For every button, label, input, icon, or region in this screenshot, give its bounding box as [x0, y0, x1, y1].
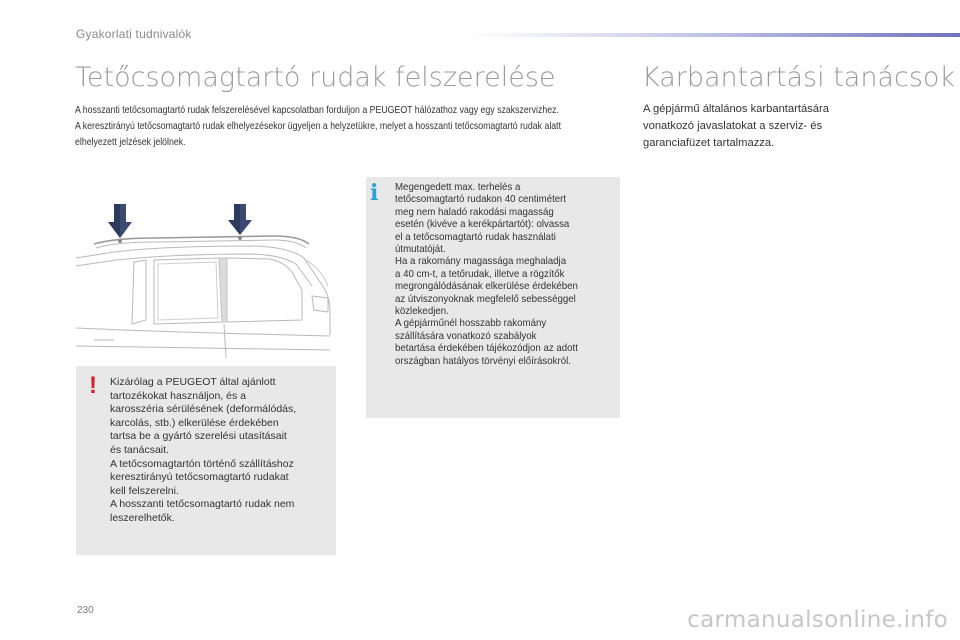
info-line: közlekedjen.: [395, 306, 449, 318]
warning-line: karosszéria sérülésének (deformálódás,: [110, 403, 297, 416]
warning-line: A hosszanti tetőcsomagtartó rudak nem: [110, 498, 295, 511]
warning-line: leszerelhetők.: [110, 511, 175, 524]
watermark: carmanualsonline.info: [687, 607, 948, 633]
warning-line: tartsa be a gyártó szerelési utasításait: [110, 430, 287, 443]
header-gradient-bar: [470, 33, 960, 37]
car-roof-illustration: [74, 200, 336, 360]
info-line: útmutatóját.: [395, 244, 446, 256]
info-line: megrongálódásának elkerülése érdekében: [395, 281, 578, 293]
maintenance-title: Karbantartási tanácsok: [642, 62, 956, 93]
intro-line: A keresztirányú tetőcsomagtartó rudak elhelyezésekor ügyeljen a helyzetükre, melyet a hosszanti tetőcsomagtartó rudak alatt: [75, 121, 562, 132]
warning-line: karcolás, stb.) elkerülése érdekében: [110, 416, 279, 429]
page-number: 230: [77, 605, 94, 616]
exclamation-icon: !: [89, 372, 97, 399]
info-line: meg nem haladó rakodási magasság: [395, 206, 554, 218]
warning-line: keresztirányú tetőcsomagtartó rudakat: [110, 471, 289, 484]
warning-line: A tetőcsomagtartón történő szállításhoz: [110, 457, 294, 470]
page-title: Tetőcsomagtartó rudak felszerelése: [75, 62, 556, 93]
info-line: betartása érdekében tájékozódjon az adott: [395, 343, 578, 355]
maintenance-line: A gépjármű általános karbantartására: [643, 103, 829, 115]
warning-line: tartozékokat használjon, és a: [110, 389, 246, 402]
intro-line: elhelyezett jelzések jelölnek.: [75, 137, 186, 148]
info-line: tetőcsomagtartó rudakon 40 centimétert: [395, 194, 567, 206]
info-line: országban hatályos törvényi előírásokról.: [395, 355, 571, 367]
warning-box: [76, 366, 336, 555]
info-line: el a tetőcsomagtartó rudak használati: [395, 231, 556, 243]
maintenance-line: vonatkozó javaslatokat a szerviz- és: [643, 120, 823, 132]
warning-line: és tanácsait.: [110, 443, 169, 456]
info-icon: i: [370, 180, 379, 206]
info-text: [395, 182, 619, 368]
info-line: szállítására vonatkozó szabályok: [395, 330, 537, 342]
warning-text: [110, 376, 334, 526]
info-box: [366, 177, 620, 418]
info-line: A gépjárműnél hosszabb rakomány: [395, 318, 547, 330]
info-line: Ha a rakomány magassága meghaladja: [395, 256, 567, 268]
intro-line: A hosszanti tetőcsomagtartó rudak felszerelésével kapcsolatban forduljon a PEUGEOT hálózathoz vagy egy szakszervizhez.: [75, 105, 559, 116]
maintenance-line: garanciafüzet tartalmazza.: [643, 137, 775, 149]
info-line: a 40 cm-t, a tetőrudak, illetve a rögzítők: [395, 268, 565, 280]
warning-line: Kizárólag a PEUGEOT által ajánlott: [110, 376, 276, 388]
info-line: Megengedett max. terhelés a: [395, 182, 521, 193]
mounting-arrows: [108, 204, 252, 238]
info-line: az útviszonyoknak megfelelő sebességgel: [395, 293, 576, 305]
maintenance-paragraph: [643, 101, 893, 152]
info-line: esetén (kivéve a kerékpártartót): olvassa: [395, 219, 570, 231]
intro-paragraph: [75, 103, 625, 151]
warning-line: kell felszerelni.: [110, 484, 179, 497]
section-header: Gyakorlati tudnivalók: [76, 27, 192, 41]
